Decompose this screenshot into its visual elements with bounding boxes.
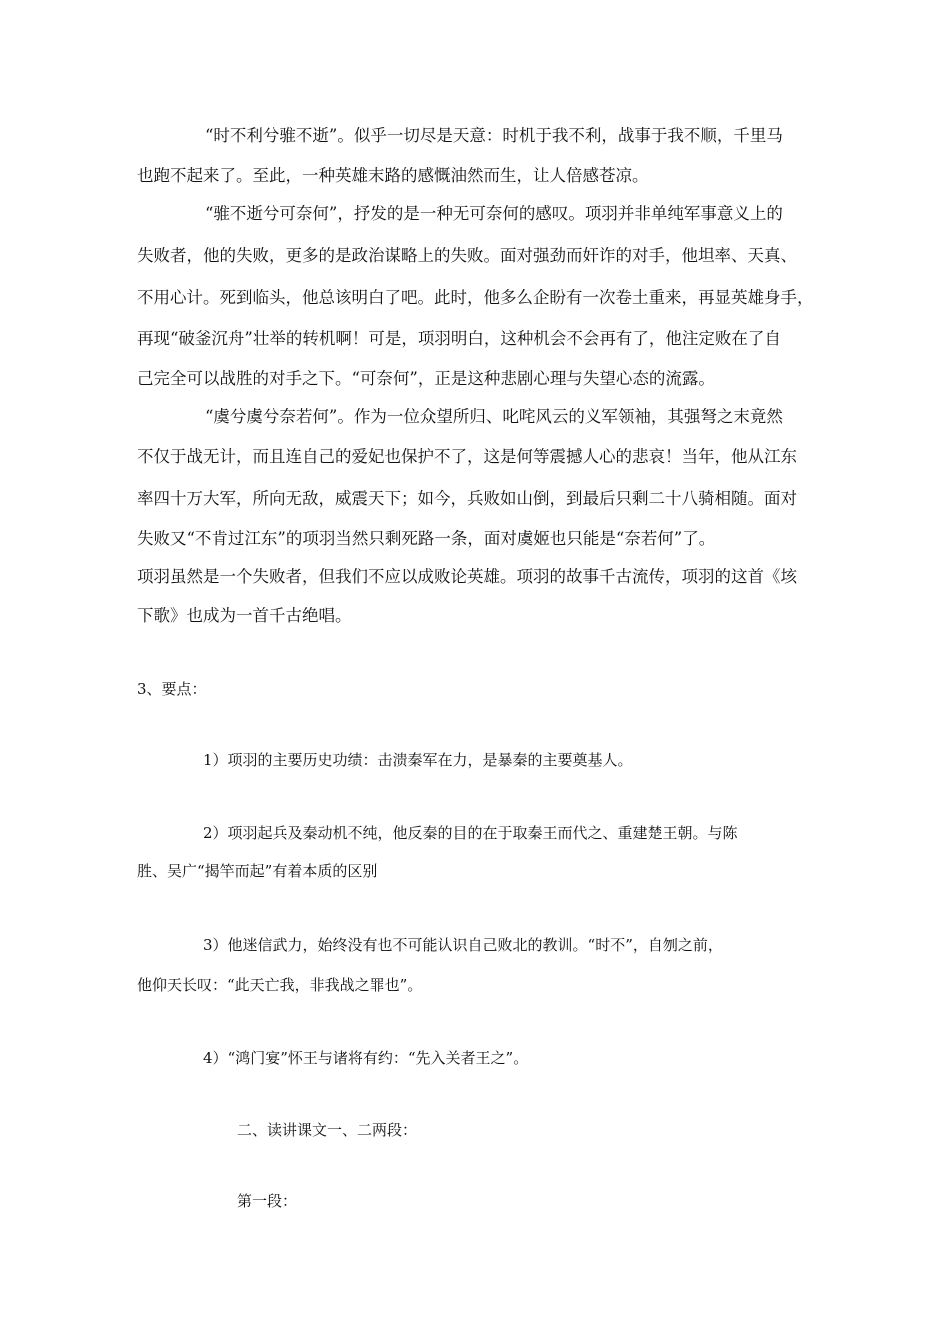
p2-line-5: 己完全可以战胜的对手之下。“可奈何”，正是这种悲剧心理与失望心态的流露。	[137, 369, 715, 388]
point-3-line-2: 他仰天长叹：“此天亡我，非我战之罪也”。	[137, 976, 423, 994]
p3-line-1: “虞兮虞兮奈若何”。作为一位众望所归、叱咤风云的义军领袖，其强弩之末竟然	[205, 407, 783, 426]
p1-line-1: “时不利兮骓不逝”。似乎一切尽是天意：时机于我不利，战事于我不顺，千里马	[205, 126, 783, 145]
p2-line-1: “骓不逝兮可奈何”，抒发的是一种无可奈何的感叹。项羽并非单纯军事意义上的	[205, 204, 783, 223]
point-3-line-1: 3）他迷信武力，始终没有也不可能认识自己败北的教训。“时不”，自刎之前，	[203, 936, 723, 954]
p1-line-2: 也跑不起来了。至此，一种英雄末路的感慨油然而生，让人倍感苍凉。	[137, 166, 649, 185]
p3-line-2: 不仅于战无计，而且连自己的爱妃也保护不了，这是何等震撼人心的悲哀！当年，他从江东	[137, 447, 797, 466]
p3-line-3: 率四十万大军，所向无敌，威震天下；如今，兵败如山倒，到最后只剩二十八骑相随。面对	[137, 489, 797, 508]
p3-line-4: 失败又“不肯过江东”的项羽当然只剩死路一条，面对虞姬也只能是“奈若何”了。	[137, 529, 716, 548]
p4-line-2: 下歌》也成为一首千古绝唱。	[137, 606, 352, 625]
section-two-subheading: 第一段：	[237, 1192, 298, 1210]
point-4-line-1: 4）“鸿门宴”怀王与诸将有约：“先入关者王之”。	[203, 1049, 529, 1067]
p2-line-2: 失败者，他的失败，更多的是政治谋略上的失败。面对强劲而奸诈的对手，他坦率、天真、	[137, 246, 797, 265]
point-2-line-2: 胜、吴广“揭竿而起”有着本质的区别	[137, 862, 378, 880]
p2-line-4: 再现“破釜沉舟”壮举的转机啊！可是，项羽明白，这种机会不会再有了，他注定败在了自	[137, 329, 781, 348]
point-2-line-1: 2）项羽起兵及秦动机不纯，他反秦的目的在于取秦王而代之、重建楚王朝。与陈	[203, 824, 738, 842]
p4-line-1: 项羽虽然是一个失败者，但我们不应以成败论英雄。项羽的故事千古流传，项羽的这首《垓	[137, 567, 797, 586]
section3-heading: 3、要点：	[137, 680, 207, 698]
section-two-heading: 二、读讲课文一、二两段：	[237, 1121, 418, 1139]
p2-line-3: 不用心计。死到临头，他总该明白了吧。此时，他多么企盼有一次卷土重来，再显英雄身手，	[137, 288, 814, 307]
point-1-line-1: 1）项羽的主要历史功绩：击溃秦军在力，是暴秦的主要奠基人。	[203, 751, 633, 769]
